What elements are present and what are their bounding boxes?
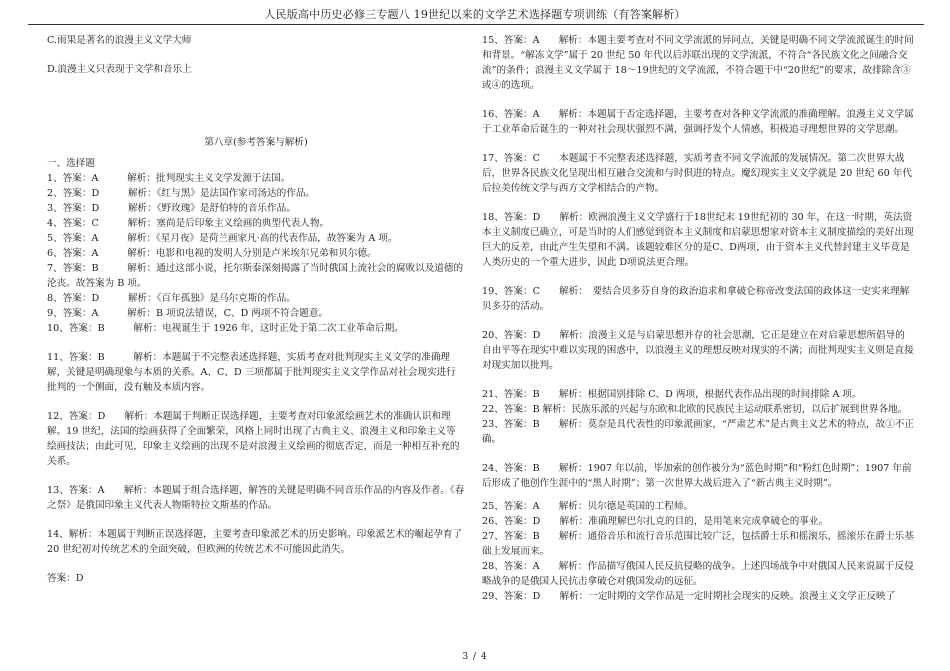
answer-11: 11、答案：B 解析：本题属于不完整表述选择题，实质考查对批判现实主义文学的准确理解，关键是明确现象与本质的关系。A、C、D 三项都属于批判现实主义文学作品对社会现实进行批判的一个侧面，没有触及本质内容。 xyxy=(47,352,456,393)
option-c: C.雨果是著名的浪漫主义文学大师 xyxy=(47,35,192,46)
answer-14-result: 答案：D xyxy=(47,573,84,584)
right-column xyxy=(482,33,914,604)
answer-item: 5、答案：A 解析：《星月夜》是荷兰画家凡·高的代表作品，故答案为 A 项。 xyxy=(47,233,398,244)
answer-12: 12、答案：D 解析：本题属于判断正误选择题，主要考查对印象派绘画艺术的准确认识和理解。19 世纪，法国的绘画获得了全面繁荣，风格上同时出现了古典主义、浪漫主义和印象主义等绘画技法；由此可见，印象主义绘画的出现不是对浪漫主义绘画的彻底否定，而是一种相互补充的关系。 xyxy=(47,411,460,467)
answer-22: 22、答案：B 解析：民族乐派的兴起与东欧和北欧的民族民主运动联系密切，以后扩展到世界各地。 xyxy=(482,404,908,415)
answer-23: 23、答案：B 解析：莫奈是具代表性的印象派画家，“严肃艺术”是古典主义艺术的特点，故①不正确。 xyxy=(482,419,915,445)
answer-13: 13、答案：A 解析：本题属于组合选择题，解答的关键是明确不同音乐作品的内容及作者。《春之祭》是俄国印象主义代表人物斯特拉文斯基的作品。 xyxy=(47,485,465,511)
answer-29: 29、答案：D 解析：一定时期的文学作品是一定时期社会现实的反映。浪漫主义文学正反映了 xyxy=(482,591,896,602)
answer-27: 27、答案：B 解析：通俗音乐和流行音乐范围比较广泛，包括爵士乐和摇滚乐，摇滚乐在爵士乐基础上发展而来。 xyxy=(482,531,914,557)
answer-item: 9、答案：A 解析：B 项说法错误，C、D 两项不符合题意。 xyxy=(47,308,329,319)
answer-item: 7、答案：B 解析：通过这部小说，托尔斯泰深刻揭露了当时俄国上流社会的腐败以及道德的沦丧。故答案为 B 项。 xyxy=(47,263,464,289)
left-column xyxy=(47,33,465,586)
answer-25: 25、答案：A 解析：贝尔德是英国的工程师。 xyxy=(482,501,694,512)
answer-26: 26、答案：D 解析：准确理解巴尔扎克的目的，是用笔来完成拿破仑的事业。 xyxy=(482,516,829,527)
answer-24: 24、答案：B 解析：1907 年以前，毕加索的创作被分为“蓝色时期”和“粉红色时期”；1907 年前后形成了他创作生涯中的“黑人时期”；第一次世界大战后进入了“新古典主义时期”。 xyxy=(482,463,912,489)
answer-18: 18、答案：D 解析：欧洲浪漫主义文学盛行于18世纪末 19世纪初的 30 年，在这一时期，英法资本主义制度已确立，可是当时的人们感觉到资本主义制度和启蒙思想家对资本主义制度描绘的美好出现巨大的反差，由此产生失望和不满。该题较难区分的是C、D两项，由于资本主义代替封建主义毕竟是人类历史的一个重大进步，因此 D项说法更合理。 xyxy=(482,212,914,268)
answer-item: 10、答案：B 解析：电视诞生于 1926 年，这时正处于第二次工业革命后期。 xyxy=(47,323,404,334)
section-heading: 一、选择题 xyxy=(47,158,95,169)
answer-item: 3、答案：D 解析：《野玫瑰》是舒伯特的音乐作品。 xyxy=(47,203,296,214)
answer-20: 20、答案：D 解析：浪漫主义是与启蒙思想并存的社会思潮，它正是建立在对启蒙思想所倡导的自由平等在现实中难以实现的困惑中，以浪漫主义的理想反映对现实的不满；而批判现实主义则是直接对现实加以批判。 xyxy=(482,330,914,371)
answer-19: 19、答案：C 解析： 要结合贝多芬自身的政治追求和拿破仑称帝改变法国的政体这一史实来理解贝多芬的活动。 xyxy=(482,286,910,312)
answer-item: 4、答案：C 解析：塞尚是后印象主义绘画的典型代表人物。 xyxy=(47,218,330,229)
answer-item: 2、答案：D 解析：《红与黑》是法国作家司汤达的作品。 xyxy=(47,188,316,199)
option-d: D.浪漫主义只表现于文学和音乐上 xyxy=(47,64,192,75)
header-divider xyxy=(28,24,924,25)
answer-item: 8、答案：D 解析：《百年孤独》是马尔克斯的作品。 xyxy=(47,293,296,304)
answer-item: 1、答案：A 解析：批判现实主义文学发源于法国。 xyxy=(47,173,291,184)
chapter-title: 第八章(参考答案与解析) xyxy=(204,137,308,148)
answer-14: 14、解析：本题属于判断正误选择题，主要考查印象派艺术的历史影响。印象派艺术的崛起孕育了20 世纪初对传统艺术的全面突破，但欧洲的传统艺术不可能因此消失。 xyxy=(47,529,463,555)
page-header: 人民版高中历史必修三专题八 19世纪以来的文学艺术选择题专项训练（有答案解析） xyxy=(264,8,686,21)
answer-15: 15、答案：A 解析：本题主要考查对不同文学流派的异同点，关键是明确不同文学流派诞生的时间和背景。“解冻文学”属于 20 世纪 50 年代以后苏联出现的文学流派，不符合“各民族文化之间融合交流”的条件；浪漫主义文学属于 18～19世纪的文学流派，不符合题干中“20世纪”的要求，故排除含③或④的选项。 xyxy=(482,35,914,91)
answer-28: 28、答案：A 解析：作品描写俄国人民反抗侵略的战争。上述四场战争中对俄国人民来说属于反侵略战争的是俄国人民抗击拿破仑对俄国发动的远征。 xyxy=(482,561,914,587)
answer-17: 17、答案：C 本题属于不完整表述选择题，实质考查不同文学流派的发展情况。第二次世界大战后，世界各民族文化呈现出相互融合交流和与时俱进的特点。魔幻现实主义文学就是 20 世纪 60 年代后拉美传统文学与西方文学相结合的产物。 xyxy=(482,153,912,194)
answer-21: 21、答案：B 解析：根据国别排除 C、D 两项，根据代表作品出现的时间排除 A 项。 xyxy=(482,389,862,400)
answer-item: 6、答案：A 解析：电影和电视的发明人分别是卢米埃尔兄弟和贝尔德。 xyxy=(47,248,377,259)
page-number: 3 / 4 xyxy=(462,652,488,662)
answer-16: 16、答案：A 解析：本题属于否定选择题，主要考查对各种文学流派的准确理解。浪漫主义文学属于工业革命后诞生的一种对社会现状强烈不满，强调抒发个人情感，积极追寻理想世界的文学思潮。 xyxy=(482,109,914,135)
